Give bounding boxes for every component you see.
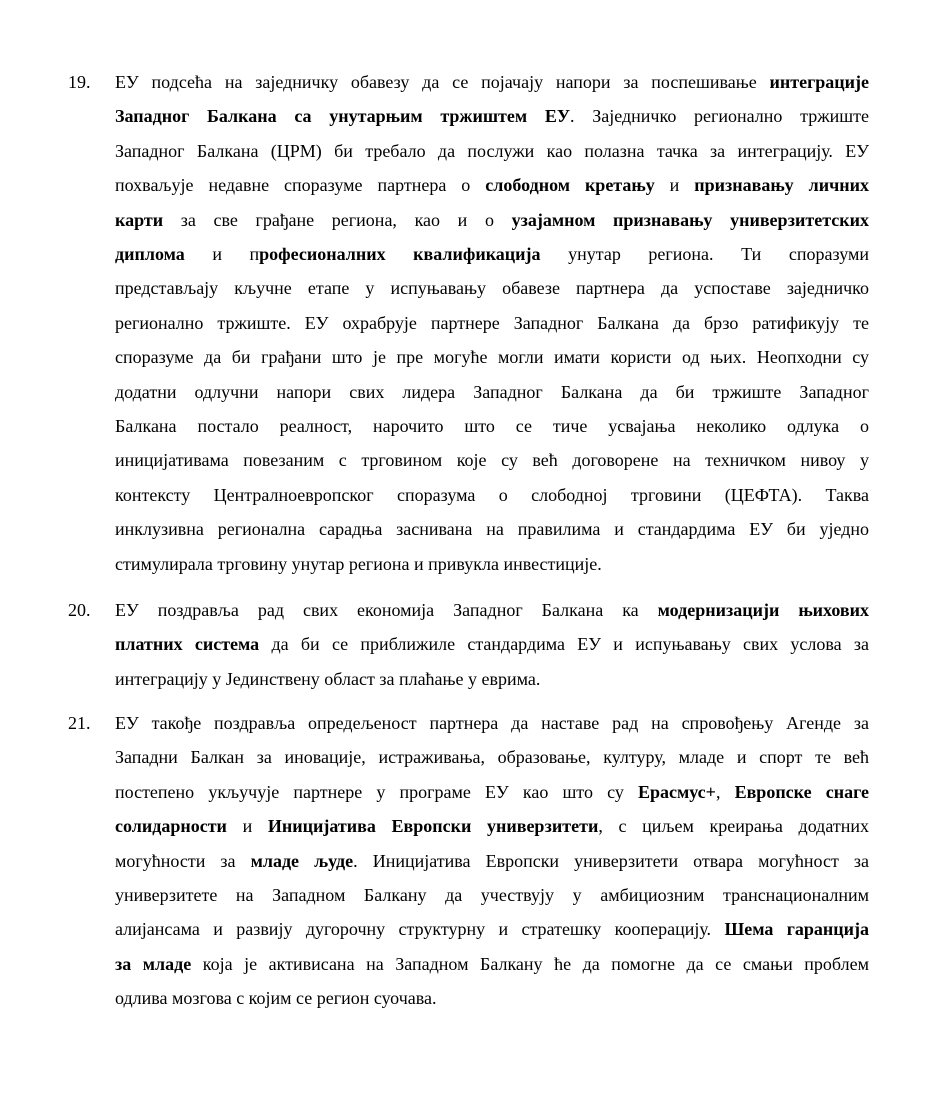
text-line xyxy=(115,306,869,340)
text-run: контексту Централноевропског споразума о слободној трговини (ЦЕФТА). Таква xyxy=(115,484,869,505)
text-line xyxy=(115,593,869,627)
text-line xyxy=(115,740,869,774)
text-line xyxy=(115,627,869,661)
text-line xyxy=(115,947,869,981)
text-line xyxy=(115,340,869,374)
bold-phrase: Иницијатива Европски универзитети xyxy=(267,816,599,837)
text-run: додатни одлучни напори свих лидера Западног Балкана да би тржиште Западног xyxy=(115,381,869,402)
bold-phrase: солидарности xyxy=(115,816,227,837)
bold-phrase: за младе xyxy=(115,953,192,974)
text-run: Балкана постало реалност, нарочито што се тиче усвајања неколико одлука о xyxy=(115,416,869,436)
bold-phrase: узајамном признавању универзитетских xyxy=(511,209,869,230)
text-line xyxy=(115,409,869,443)
bold-phrase: Европске снаге xyxy=(734,781,870,802)
text-run: и xyxy=(654,175,695,196)
text-run: интеграцију у Јединствену област за плаћање у еврима. xyxy=(115,668,541,689)
text-line xyxy=(115,478,869,512)
paragraph-number: 21. xyxy=(68,713,91,733)
text-line xyxy=(115,809,869,843)
text-run: инклузивна регионална сарадња заснивана на правилима и стандардима ЕУ би уједно xyxy=(115,519,869,540)
text-run: да би се приближиле стандардима ЕУ и испуњавању свих услова за xyxy=(259,634,869,655)
text-line xyxy=(115,878,869,912)
text-run: алијансама и развију дугорочну структурну и стратешку кооперацију. xyxy=(115,919,725,940)
bold-phrase: интеграције xyxy=(769,72,869,92)
text-line xyxy=(115,237,869,271)
text-run: . Заједничко регионално тржиште xyxy=(570,106,869,127)
text-line xyxy=(115,547,869,581)
text-line xyxy=(115,706,869,740)
bold-phrase: признавању личних xyxy=(694,175,869,196)
text-line xyxy=(115,99,869,133)
text-line xyxy=(115,443,869,477)
text-run: Западни Балкан за иновације, истраживања, образовање, културу, младе и спорт те већ xyxy=(115,747,869,768)
bold-phrase: слободном кретању xyxy=(485,175,655,196)
bold-phrase: Западног Балкана са унутарњим тржиштем ЕУ xyxy=(115,106,571,127)
text-run: унутар региона. Ти споразуми xyxy=(540,244,869,264)
text-line xyxy=(115,912,869,946)
text-run: , с циљем креирања додатних xyxy=(598,816,869,837)
paragraph-number: 19. xyxy=(68,72,91,92)
text-run: , xyxy=(715,781,735,802)
text-line xyxy=(115,134,869,168)
text-run: ЕУ подсећа на заједничку обавезу да се појачају напори за поспешивање xyxy=(115,72,770,92)
text-line xyxy=(115,168,869,202)
text-run: и п xyxy=(184,244,260,264)
paragraph-number: 20. xyxy=(68,600,91,620)
text-run: . Иницијатива Европски универзитети отвара могућност за xyxy=(353,850,869,871)
text-run: иницијативама повезаним с трговином које су већ договорене на техничком нивоу у xyxy=(115,450,869,471)
text-run: могућности за xyxy=(115,850,251,871)
text-line xyxy=(115,65,869,99)
text-run: похваљује недавне споразуме партнера о xyxy=(115,175,486,196)
text-line xyxy=(115,203,869,237)
bold-phrase: рофесионалних квалификација xyxy=(259,244,541,264)
text-run: представљају кључне етапе у испуњавању обавезе партнера да успоставе заједничко xyxy=(115,278,869,299)
text-line xyxy=(115,981,869,1015)
bold-phrase: модернизацији њихових xyxy=(657,600,869,620)
bold-phrase: карти xyxy=(115,209,164,230)
text-run: Западног Балкана (ЦРМ) би требало да послужи као полазна тачка за интеграцију. ЕУ xyxy=(115,140,869,161)
text-line xyxy=(115,775,869,809)
text-run: ЕУ такође поздравља опредељеност партнера да наставе рад на спровођењу Агенде за xyxy=(115,713,869,733)
bold-phrase: Ерасмус+ xyxy=(637,781,716,802)
text-run: и xyxy=(226,816,268,837)
text-run: за све грађане региона, као и о xyxy=(163,209,512,230)
text-line xyxy=(115,271,869,305)
text-run: универзитете на Западном Балкану да учествују у амбициозним транснационалним xyxy=(115,885,869,905)
text-run: споразуме да би грађани што је пре могуће могли имати користи од њих. Неопходни су xyxy=(115,347,869,368)
text-run: стимулирала трговину унутар региона и привукла инвестиције. xyxy=(115,553,602,574)
text-run: постепено укључује партнере у програме ЕУ као што су xyxy=(115,781,638,802)
text-line xyxy=(115,375,869,409)
bold-phrase: Шема гаранција xyxy=(724,919,869,940)
text-run: одлива мозгова с којим се регион суочава. xyxy=(115,988,437,1009)
text-run: ЕУ поздравља рад свих економија Западног Балкана ка xyxy=(115,600,658,620)
bold-phrase: платних система xyxy=(115,634,260,655)
text-line xyxy=(115,662,869,696)
text-run: регионално тржиште. ЕУ охрабрује партнере Западног Балкана да брзо ратификују те xyxy=(115,312,869,333)
text-run: која је активисана на Западном Балкану ће да помогне да се смањи проблем xyxy=(191,953,869,974)
bold-phrase: диплома xyxy=(115,244,185,264)
bold-phrase: младе људе xyxy=(250,850,354,871)
text-line xyxy=(115,512,869,546)
text-line xyxy=(115,844,869,878)
